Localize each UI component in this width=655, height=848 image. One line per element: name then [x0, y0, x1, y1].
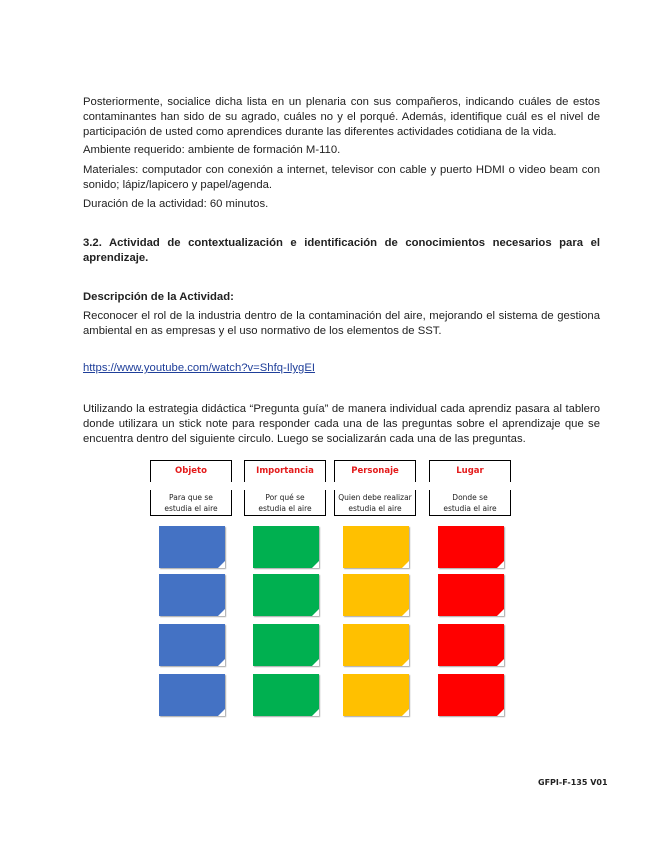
- descripcion-paragraph: Reconocer el rol de la industria dentro de la contaminación del aire, mejorando el sistema de gestiona ambiental en as empresas y el uso normativo de los elementos de SST.: [83, 310, 600, 337]
- sticky-note[interactable]: [438, 624, 504, 666]
- sticky-note[interactable]: [343, 624, 409, 666]
- sticky-note[interactable]: [253, 574, 319, 616]
- estrategia-paragraph: Utilizando la estrategia didáctica “Pregunta guía” de manera individual cada aprendiz pasara al tablero donde utilizara un stick note para responder cada una de las preguntas sobre el aprendizaje que se encuentra dentro del siguiente circulo. Luego se socializarán cada una de las preguntas.: [83, 403, 600, 445]
- column-title: Importancia: [244, 460, 326, 482]
- sticky-note[interactable]: [253, 674, 319, 716]
- column-title: Objeto: [150, 460, 232, 482]
- descripcion-heading: Descripción de la Actividad:: [83, 291, 234, 303]
- column-question: Quien debe realizar estudia el aire: [334, 490, 416, 516]
- section-heading: 3.2. Actividad de contextualización e identificación de conocimientos necesarios para el aprendizaje.: [83, 237, 600, 264]
- column-title: Lugar: [429, 460, 511, 482]
- column-question: Por qué se estudia el aire: [244, 490, 326, 516]
- sticky-note[interactable]: [438, 674, 504, 716]
- column-question: Donde se estudia el aire: [429, 490, 511, 516]
- sticky-note[interactable]: [159, 624, 225, 666]
- sticky-note[interactable]: [159, 574, 225, 616]
- sticky-note[interactable]: [438, 574, 504, 616]
- document-code-footer: GFPI-F-135 V01: [538, 778, 608, 787]
- intro-paragraph: Posteriormente, socialice dicha lista en un plenaria con sus compañeros, indicando cuáles de estos contaminantes han sido de su agrado, cuáles no y el porqué. Además, identifique cuál es el nivel de participación de usted como aprendices durante las diferentes actividades cotidiana de la vida.: [83, 96, 600, 138]
- duracion-paragraph: Duración de la actividad: 60 minutos.: [83, 198, 269, 210]
- materiales-paragraph: Materiales: computador con conexión a internet, televisor con cable y puerto HDMI o video beam con sonido; lápiz/lapicero y papel/agenda.: [83, 164, 600, 191]
- sticky-note-board: [150, 458, 515, 720]
- sticky-note[interactable]: [159, 674, 225, 716]
- column-question: Para que se estudia el aire: [150, 490, 232, 516]
- youtube-link[interactable]: https://www.youtube.com/watch?v=Shfq-IlygEI: [83, 362, 316, 374]
- sticky-note[interactable]: [253, 526, 319, 568]
- sticky-note[interactable]: [159, 526, 225, 568]
- sticky-note[interactable]: [343, 674, 409, 716]
- sticky-note[interactable]: [438, 526, 504, 568]
- sticky-note[interactable]: [343, 526, 409, 568]
- column-title: Personaje: [334, 460, 416, 482]
- sticky-note[interactable]: [253, 624, 319, 666]
- ambiente-paragraph: Ambiente requerido: ambiente de formación M-110.: [83, 144, 341, 156]
- sticky-note[interactable]: [343, 574, 409, 616]
